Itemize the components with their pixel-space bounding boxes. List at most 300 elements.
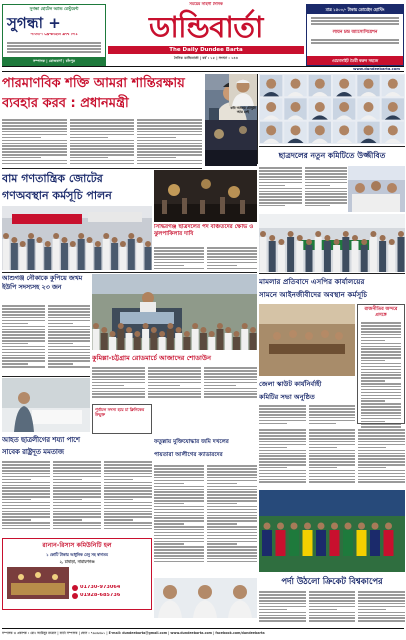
- text-line: [259, 453, 306, 455]
- text-line: [53, 464, 101, 466]
- text-line: [259, 167, 302, 169]
- lead-story[interactable]: [2, 74, 202, 116]
- text-line: [358, 435, 405, 437]
- text-line: [2, 314, 45, 316]
- text-line: [154, 517, 204, 519]
- text-line: [305, 185, 331, 187]
- text-line: [358, 450, 405, 452]
- text-line: [358, 429, 405, 431]
- text-line: [137, 131, 202, 133]
- crowd-head: [103, 233, 109, 239]
- text-line: [207, 253, 257, 255]
- text-line: [309, 455, 356, 457]
- scout-headline-1: জেলা স্কাউট কার্যনির্বাহী: [259, 380, 322, 388]
- right-top-ad[interactable]: [306, 4, 404, 66]
- text-line: [53, 470, 101, 472]
- text-line: [48, 311, 91, 313]
- cricket-photo-svg: [259, 490, 405, 572]
- text-line: [154, 480, 204, 482]
- student-headline[interactable]: ছাত্রদলের নতুন কমিটিতে উজ্জীবিত: [278, 151, 386, 160]
- text-line: [207, 268, 257, 270]
- land-story[interactable]: [154, 436, 257, 462]
- crowd-body: [53, 239, 60, 270]
- text-line: [154, 555, 204, 557]
- text-line: [2, 513, 50, 515]
- text-line: [259, 199, 302, 201]
- text-line: [309, 620, 356, 622]
- masthead-title: ডান্ডিবার্তা: [149, 10, 263, 44]
- text-line: [309, 438, 356, 440]
- crowd-head: [260, 231, 266, 237]
- text-line: [2, 516, 50, 518]
- crowd-body: [93, 329, 100, 350]
- sp-story[interactable]: [259, 275, 405, 301]
- text-line: [92, 379, 145, 381]
- text-line: [154, 471, 204, 473]
- bottom-ad-address: ২, চাষাড়া, নারায়ণগঞ্জ: [59, 559, 95, 564]
- text-line: [70, 163, 135, 165]
- text-line: [259, 179, 302, 181]
- text-line: [104, 482, 152, 484]
- text-line: [358, 455, 405, 457]
- text-line: [2, 326, 45, 328]
- crowd-head: [315, 231, 321, 237]
- crowd-head: [134, 331, 140, 337]
- text-line: [305, 179, 348, 181]
- crowd-head: [225, 327, 231, 333]
- text-line: [2, 528, 50, 530]
- crowd-head: [380, 235, 386, 241]
- left-alliance-story[interactable]: [2, 170, 152, 204]
- text-line: [361, 415, 401, 417]
- crowd-body: [260, 237, 267, 272]
- text-line: [104, 485, 152, 487]
- text-line: [2, 148, 67, 150]
- text-line: [259, 447, 287, 449]
- text-line: [259, 591, 306, 593]
- crowd-head: [324, 235, 330, 241]
- text-line: [259, 188, 302, 190]
- text-line: [92, 388, 145, 390]
- text-line: [104, 490, 152, 492]
- text-line: [48, 340, 91, 342]
- footer: [2, 628, 404, 638]
- text-line: [259, 185, 285, 187]
- crowd-head: [126, 327, 132, 333]
- phone-icon: [72, 585, 78, 591]
- crowd-body: [183, 337, 190, 350]
- text-line: [48, 360, 91, 362]
- text-line: [2, 493, 50, 495]
- text-line: [154, 520, 204, 522]
- text-line: [361, 354, 401, 356]
- text-line: [2, 461, 50, 463]
- text-line: [358, 603, 405, 605]
- crowd-body: [225, 333, 232, 350]
- crowd-head: [28, 233, 34, 239]
- portrait-face: [364, 102, 374, 112]
- right-ad-line2: ওয়েবসাইট তৈরী করুন সহজে: [307, 56, 403, 65]
- text-line: [207, 515, 257, 517]
- text-line: [358, 617, 405, 619]
- side-notice[interactable]: [92, 404, 152, 434]
- text-line: [358, 600, 405, 602]
- text-line: [207, 265, 237, 267]
- text-line: [309, 481, 356, 483]
- text-line: [207, 529, 257, 531]
- text-line: [361, 386, 401, 388]
- crowd-head: [167, 323, 173, 329]
- text-line: [361, 392, 401, 394]
- boat-body: [2, 304, 90, 374]
- left-top-ad[interactable]: [2, 4, 106, 66]
- text-line: [53, 490, 101, 492]
- text-line: [259, 470, 306, 472]
- text-line: [2, 360, 45, 362]
- text-line: [207, 465, 257, 467]
- text-line: [154, 529, 204, 531]
- bottom-ad[interactable]: [2, 538, 152, 610]
- text-line: [259, 458, 306, 460]
- crowd-head: [110, 331, 116, 337]
- text-line: [207, 517, 257, 519]
- masthead-tagline: সময়ের সাহসী দৈনিক: [189, 2, 223, 6]
- text-line: [361, 337, 401, 339]
- crowd-head: [343, 231, 349, 237]
- text-line: [70, 157, 109, 159]
- player-head: [277, 523, 284, 530]
- lead-body: [2, 118, 202, 168]
- text-line: [137, 143, 202, 145]
- sp-headline-1: মামলার প্রতিবাদে এসপির কার্যালয়ের: [259, 277, 365, 286]
- text-line: [207, 555, 257, 557]
- text-line: [48, 349, 91, 351]
- text-line: [154, 256, 204, 258]
- text-line: [259, 467, 287, 469]
- portrait-face: [266, 79, 276, 89]
- text-line: [70, 148, 135, 150]
- text-line: [358, 606, 405, 608]
- sp-photo: [259, 214, 405, 272]
- scout-body: [259, 404, 355, 426]
- text-line: [309, 617, 356, 619]
- text-line: [53, 479, 82, 481]
- text-line: [207, 468, 257, 470]
- roadmarch-body: [92, 366, 257, 402]
- text-line: [137, 128, 202, 130]
- text-line: [361, 366, 401, 368]
- text-line: [2, 505, 50, 507]
- text-line: [207, 494, 257, 496]
- text-line: [92, 373, 145, 375]
- text-line: [259, 196, 302, 198]
- text-line: [2, 154, 67, 156]
- text-line: [2, 128, 67, 130]
- text-line: [2, 499, 31, 501]
- portrait-face: [315, 102, 325, 112]
- text-line: [2, 323, 28, 325]
- text-line: [2, 317, 45, 319]
- text-line: [104, 476, 152, 478]
- text-line: [259, 193, 302, 195]
- text-line: [309, 600, 356, 602]
- left-ad-lines: [3, 40, 105, 55]
- portrait-face: [315, 125, 325, 135]
- portrait-face: [388, 79, 398, 89]
- text-line: [207, 543, 237, 545]
- text-line: [305, 173, 348, 175]
- hospital-photo-svg: [2, 378, 90, 432]
- text-line: [259, 170, 302, 172]
- crowd-body: [370, 237, 377, 272]
- bottom-ad-phone-1[interactable]: 01730-973064: [80, 585, 121, 591]
- crowd-body: [208, 337, 215, 350]
- left-ad-sub: সাতাশি ফ্রেঞ্চাইজ ক্লাব লিঃ: [30, 33, 78, 37]
- cricket-headline[interactable]: পর্দা উঠলো ক্রিকেট বিশ্বকাপের: [281, 576, 383, 586]
- text-line: [361, 398, 401, 400]
- text-line: [48, 357, 91, 359]
- crowd-body: [44, 247, 51, 270]
- text-line: [207, 535, 257, 537]
- text-line: [104, 499, 133, 501]
- text-line: [305, 191, 348, 193]
- crowd-head: [269, 235, 275, 241]
- mid-photo: [154, 170, 257, 222]
- text-line: [204, 391, 257, 393]
- text-line: [53, 461, 101, 463]
- text-line: [358, 441, 405, 443]
- text-line: [358, 597, 405, 599]
- text-line: [48, 352, 91, 354]
- obit-caption: কবি আজম চৌধুরী আর নেই: [230, 106, 256, 114]
- text-line: [48, 355, 91, 357]
- text-line: [204, 388, 257, 390]
- crowd-head: [209, 331, 215, 337]
- mid-photo-svg: [154, 170, 257, 222]
- text-line: [2, 511, 50, 513]
- crowd-body: [94, 247, 101, 270]
- text-line: [305, 188, 348, 190]
- text-line: [2, 320, 45, 322]
- text-line: [104, 522, 152, 524]
- text-line: [309, 414, 356, 416]
- side-notice-headline: পূর্বাচল সদস্য হয়ে চা ক্লিনিকের উন্মুক্ত: [95, 407, 145, 417]
- portrait-face: [266, 102, 276, 112]
- crowd-body: [333, 245, 340, 272]
- text-line: [305, 199, 348, 201]
- text-line: [154, 474, 204, 476]
- text-line: [309, 420, 356, 422]
- text-line: [2, 479, 31, 481]
- text-line: [309, 476, 356, 478]
- text-line: [309, 597, 356, 599]
- text-line: [2, 490, 50, 492]
- crowd-body: [233, 337, 240, 350]
- player-jersey: [303, 530, 313, 556]
- portrait-grid-svg: [259, 74, 405, 144]
- text-line: [2, 352, 45, 354]
- text-line: [204, 370, 257, 372]
- hospital-story[interactable]: [2, 434, 152, 458]
- text-line: [207, 503, 237, 505]
- hospital-headline-2: সাবেক রাষ্ট্রদূত মমতাজ: [2, 448, 64, 456]
- text-line: [309, 464, 356, 466]
- text-line: [207, 486, 257, 488]
- text-line: [48, 320, 91, 322]
- text-line: [259, 600, 306, 602]
- text-line: [104, 473, 152, 475]
- text-line: [2, 470, 50, 472]
- text-line: [48, 308, 91, 310]
- text-line: [259, 612, 306, 614]
- portrait-face: [388, 102, 398, 112]
- crowd-head: [233, 331, 239, 337]
- crowd-body: [379, 241, 386, 272]
- text-line: [207, 491, 257, 493]
- player-head: [304, 523, 311, 530]
- text-line: [137, 160, 202, 162]
- text-line: [207, 477, 257, 479]
- crowd-head: [145, 241, 151, 247]
- crowd-body: [306, 245, 313, 272]
- text-line: [70, 125, 135, 127]
- text-line: [259, 479, 306, 481]
- text-line: [92, 385, 124, 387]
- text-line: [259, 594, 306, 596]
- phone-icon: [72, 593, 78, 599]
- crowd-body: [126, 333, 133, 350]
- crowd-head: [101, 327, 107, 333]
- text-line: [361, 424, 401, 426]
- text-line: [309, 450, 356, 452]
- text-line: [2, 496, 50, 498]
- text-line: [2, 476, 50, 478]
- text-line: [207, 480, 257, 482]
- bottom-ad-brand: রানান-রিসাস কমিউনিটি হল: [42, 542, 112, 549]
- text-line: [207, 474, 257, 476]
- text-line: [53, 516, 101, 518]
- text-line: [53, 511, 101, 513]
- text-line: [309, 411, 356, 413]
- text-line: [207, 497, 257, 499]
- text-line: [137, 145, 202, 147]
- text-line: [207, 523, 237, 525]
- crowd-head: [389, 239, 395, 245]
- text-line: [148, 391, 201, 393]
- text-line: [207, 489, 257, 491]
- crowd-body: [150, 333, 157, 350]
- player-jersey: [370, 530, 380, 556]
- text-line: [154, 512, 204, 514]
- text-line: [154, 259, 204, 261]
- meeting-photo: [259, 304, 355, 376]
- text-line: [2, 357, 45, 359]
- text-line: [2, 137, 41, 139]
- text-line: [358, 438, 405, 440]
- text-line: [148, 379, 201, 381]
- text-line: [2, 134, 67, 136]
- text-line: [2, 346, 45, 348]
- text-line: [361, 377, 401, 379]
- mid-headline[interactable]: সিদ্ধিরগঞ্জ ছাত্রদলের পদ বঞ্চিতদের ক্ষোভ ও ঝুলপাকিলার দাবি: [154, 224, 254, 237]
- text-line: [361, 325, 401, 327]
- roadmarch-headline[interactable]: কুমিল্লা-চট্টগ্রাম রোডমার্চে আজাদের শোডাউন: [92, 354, 212, 362]
- text-line: [361, 357, 401, 359]
- text-line: [305, 205, 331, 207]
- text-line: [259, 432, 306, 434]
- text-line: [358, 476, 405, 478]
- text-line: [361, 348, 401, 350]
- player-head: [385, 523, 392, 530]
- scout-story[interactable]: [259, 378, 355, 404]
- cricket-top-body: [259, 428, 405, 488]
- text-line: [2, 340, 45, 342]
- text-line: [154, 247, 204, 249]
- text-line: [154, 465, 204, 467]
- text-line: [309, 591, 356, 593]
- crowd-head: [151, 327, 157, 333]
- text-line: [2, 334, 45, 336]
- text-line: [154, 538, 204, 540]
- text-line: [154, 497, 204, 499]
- text-line: [2, 125, 67, 127]
- text-line: [104, 513, 152, 515]
- crowd-body: [175, 333, 182, 350]
- right-side-box[interactable]: [357, 304, 405, 424]
- lead-headline-2: ব্যবহার করব : প্রধানমন্ত্রী: [2, 96, 129, 111]
- text-line: [154, 500, 204, 502]
- crowd-body: [250, 333, 257, 350]
- crowd-body: [142, 329, 149, 350]
- text-line: [309, 444, 356, 446]
- obit-photo: [229, 74, 257, 106]
- right-ad-lines-2: [307, 39, 403, 43]
- boat-headline[interactable]: আশুগঞ্জ নৌকাকে কুপিয়ে জখম ইউপি সদস্যসহ ২৩ জন: [2, 275, 83, 291]
- cricket-body: [259, 590, 405, 626]
- portrait-face: [266, 125, 276, 135]
- text-line: [154, 558, 204, 560]
- text-line: [207, 520, 257, 522]
- student-photo: [348, 166, 405, 212]
- crowd-head: [70, 241, 76, 247]
- bottom-ad-phone-2[interactable]: 01928-685736: [80, 593, 121, 599]
- text-line: [259, 429, 306, 431]
- text-line: [2, 311, 45, 313]
- text-line: [137, 163, 202, 165]
- right-box-headline: রাজনীতির অন্দরে প্রসঙ্গে: [364, 307, 398, 318]
- text-line: [70, 134, 135, 136]
- text-line: [53, 508, 101, 510]
- text-line: [154, 506, 204, 508]
- crowd-head: [242, 323, 248, 329]
- crowd-body: [134, 337, 141, 350]
- left-ad-bar: সম্পাদক | রোজবার্গ | চাঁদপুর: [3, 57, 105, 65]
- text-line: [309, 417, 356, 419]
- player-head: [331, 523, 338, 530]
- cricket-photo: [259, 490, 405, 572]
- text-line: [361, 374, 401, 376]
- player-head: [264, 523, 271, 530]
- meeting-photo-svg: [259, 304, 355, 376]
- crowd-head: [352, 235, 358, 241]
- text-line: [154, 262, 204, 264]
- text-line: [154, 515, 204, 517]
- text-line: [104, 525, 152, 527]
- text-line: [358, 464, 405, 466]
- crowd-head: [143, 323, 149, 329]
- website-url[interactable]: www.dundeebarta.com: [353, 67, 400, 71]
- text-line: [53, 467, 101, 469]
